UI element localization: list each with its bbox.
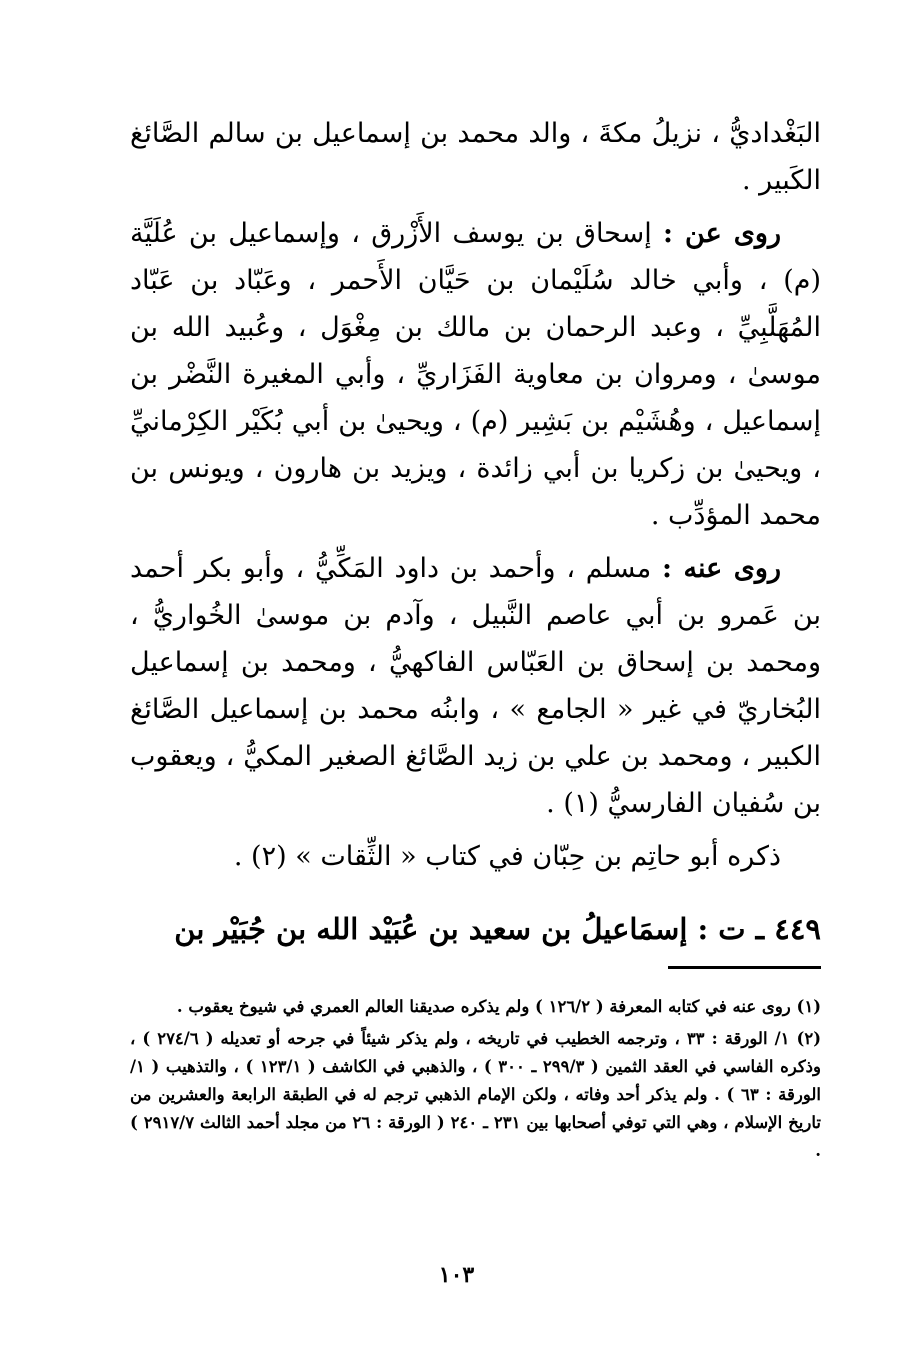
opening-paragraph: البَغْداديُّ ، نزيلُ مكةَ ، والد محمد بن إسماعيل بن سالم الصَّائغ الكَبير . [130, 118, 821, 196]
footnote-separator [668, 966, 821, 969]
narrated-by-text: مسلم ، وأحمد بن داود المَكِّيُّ ، وأبو بكر أحمد بن عَمرو بن أبي عاصم النَّبيل ، وآدم بن موسىٰ الخُواريُّ ، ومحمد بن إسحاق بن العَبّاس الفاكهيُّ ، ومحمد بن إسماعيل البُخاريّ في غير « الجامع » ، وابنُه محمد بن إسماعيل الصَّائغ الكبير ، ومحمد بن علي بن زيد الصَّائغ الصغير المكيُّ ، ويعقوب بن سُفيان الفارسيُّ (١) . [130, 553, 821, 819]
footnotes [130, 993, 821, 1165]
narrated-from-text: إسحاق بن يوسف الأَزْرق ، وإسماعيل بن عُلَيَّة (م) ، وأبي خالد سُلَيْمان بن حَيَّان الأَحمر ، وعَبّاد بن عَبّاد المُهَلَّبِيِّ ، وعبد الرحمان بن مالك بن مِغْوَل ، وعُبيد الله بن موسىٰ ، ومروان بن معاوية الفَزَاريِّ ، وأبي المغيرة النَّضْر بن إسماعيل ، وهُشَيْم بن بَشِير (م) ، ويحيىٰ بن أبي بُكَيْر الكِرْمانيِّ ، ويحيىٰ بن زكريا بن أبي زائدة ، ويزيد بن هارون ، ويونس بن محمد المؤدِّب . [130, 218, 821, 531]
page-number: ١٠٣ [438, 1262, 475, 1288]
narrated-from-paragraph [130, 210, 821, 539]
entry-heading: ٤٤٩ ـ ت : إسمَاعيلُ بن سعيد بن عُبَيْد الله بن جُبَيْر بن [174, 912, 821, 946]
footnote-2: (٢) ١/ الورقة : ٣٣ ، وترجمه الخطيب في تاريخه ، ولم يذكر شيئاً في جرحه أو تعديله ( ٢٧٤/٦ ) ، وذكره الفاسي في العقد الثمين ( ٢٩٩/٣ ـ ٣٠٠ ) ، والذهبي في الكاشف ( ١٢٣/١ ) ، والتذهيب ( ١/ الورقة : ٦٣ ) . ولم يذكر أحد وفاته ، ولكن الإمام الذهبي ترجم له في الطبقة الرابعة والعشرين من تاريخ الإسلام ، وهي التي توفي أصحابها بين ٢٣١ ـ ٢٤٠ ( الورقة : ٢٦ من مجلد أحمد الثالث ٢٩١٧/٧ ) . [130, 1029, 822, 1160]
main-text [130, 110, 821, 880]
footnote-1: (١) روى عنه في كتابه المعرفة ( ١٢٦/٢ ) ولم يذكره صديقنا العالم العمري في شيوخ يعقوب . [176, 997, 821, 1016]
narrated-by-paragraph [130, 545, 821, 827]
narrated-by-lead: روى عنه : [661, 553, 781, 584]
mention-paragraph: ذكره أبو حاتِم بن حِبّان في كتاب « الثِّقات » (٢) . [233, 841, 781, 872]
narrated-from-lead: روى عن : [663, 218, 782, 249]
